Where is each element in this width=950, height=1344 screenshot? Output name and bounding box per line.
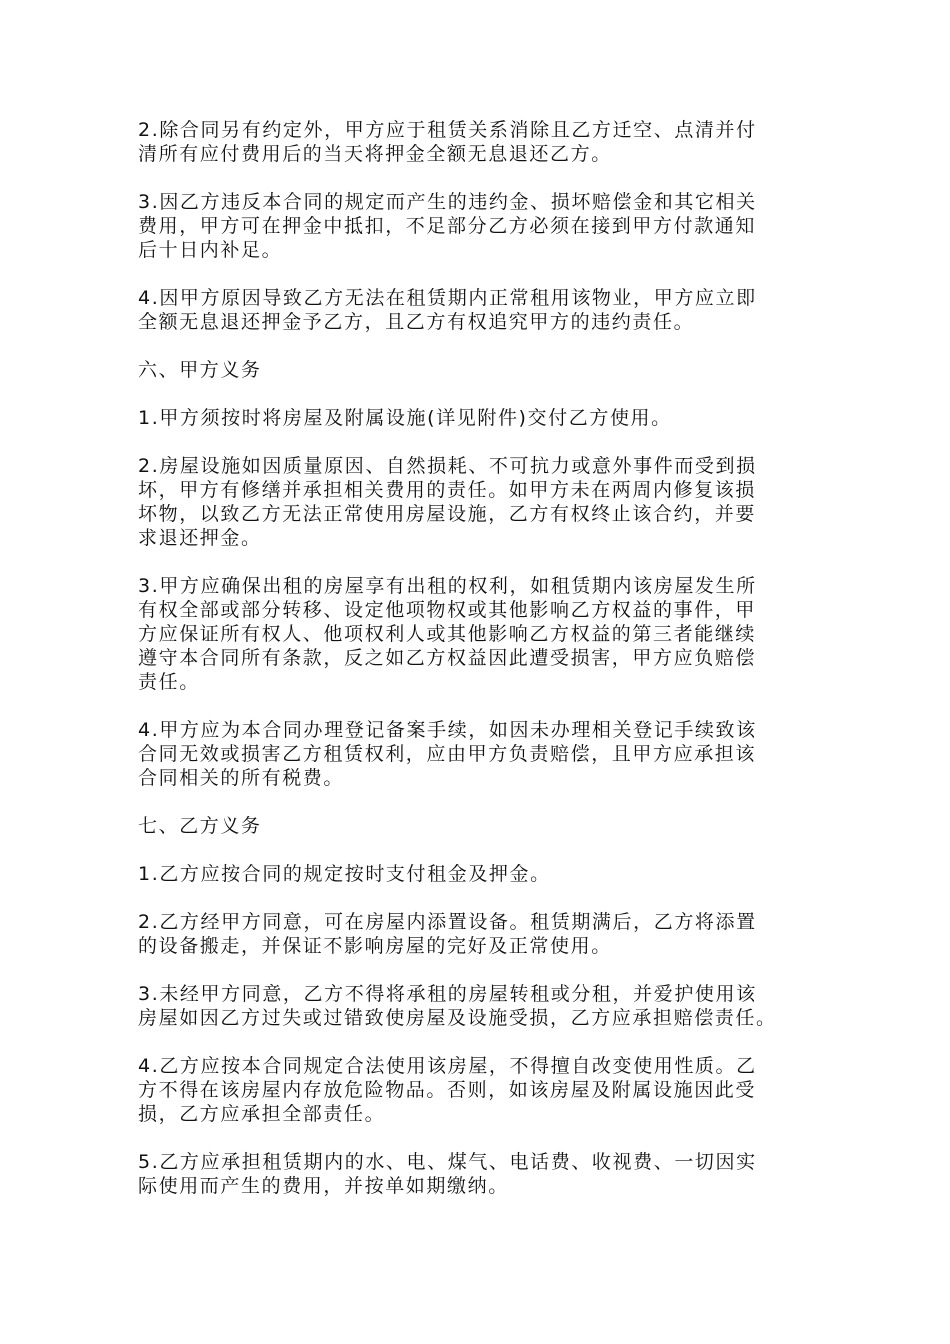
paragraph-line: 际使用而产生的费用，并按单如期缴纳。 bbox=[138, 1175, 509, 1197]
clause-6-4 bbox=[138, 718, 828, 790]
paragraph-line: 的设备搬走，并保证不影响房屋的完好及正常使用。 bbox=[138, 935, 612, 957]
paragraph-line: 3.未经甲方同意，乙方不得将承租的房屋转租或分租，并爱护使用该 bbox=[138, 983, 757, 1005]
clause-7-5 bbox=[138, 1150, 828, 1198]
clause-5-2 bbox=[138, 118, 828, 166]
section-heading-text: 六、甲方义务 bbox=[138, 359, 262, 381]
clause-7-1 bbox=[138, 862, 828, 886]
section-7-heading bbox=[138, 814, 828, 838]
paragraph-line: 费用，甲方可在押金中抵扣，不足部分乙方必须在接到甲方付款通知 bbox=[138, 215, 757, 237]
paragraph-line: 后十日内补足。 bbox=[138, 239, 283, 261]
paragraph-line: 有权全部或部分转移、设定他项物权或其他影响乙方权益的事件，甲 bbox=[138, 599, 757, 621]
paragraph-line: 全额无息退还押金予乙方，且乙方有权追究甲方的违约责任。 bbox=[138, 311, 695, 333]
paragraph-line: 4.乙方应按本合同规定合法使用该房屋，不得擅自改变使用性质。乙 bbox=[138, 1055, 757, 1077]
paragraph-line: 坏物，以致乙方无法正常使用房屋设施，乙方有权终止该合约，并要 bbox=[138, 503, 757, 525]
paragraph-line: 方不得在该房屋内存放危险物品。否则，如该房屋及附属设施因此受 bbox=[138, 1079, 757, 1101]
paragraph-line: 合同无效或损害乙方租赁权利，应由甲方负责赔偿，且甲方应承担该 bbox=[138, 743, 757, 765]
paragraph-line: 责任。 bbox=[138, 671, 200, 693]
clause-7-4 bbox=[138, 1054, 828, 1126]
paragraph-line: 4.因甲方原因导致乙方无法在租赁期内正常租用该物业，甲方应立即 bbox=[138, 287, 757, 309]
paragraph-line: 2.乙方经甲方同意，可在房屋内添置设备。租赁期满后，乙方将添置 bbox=[138, 911, 757, 933]
clause-6-1 bbox=[138, 406, 828, 430]
paragraph-line: 合同相关的所有税费。 bbox=[138, 767, 345, 789]
paragraph-line: 3.因乙方违反本合同的规定而产生的违约金、损坏赔偿金和其它相关 bbox=[138, 191, 757, 213]
clause-6-2 bbox=[138, 454, 828, 550]
clause-7-3 bbox=[138, 982, 828, 1030]
section-heading-text: 七、乙方义务 bbox=[138, 815, 262, 837]
paragraph-line: 2.除合同另有约定外，甲方应于租赁关系消除且乙方迁空、点清并付 bbox=[138, 119, 757, 141]
paragraph-line: 损，乙方应承担全部责任。 bbox=[138, 1103, 386, 1125]
paragraph-line: 求退还押金。 bbox=[138, 527, 262, 549]
clause-7-2 bbox=[138, 910, 828, 958]
clause-5-4 bbox=[138, 286, 828, 334]
paragraph-line: 1.乙方应按合同的规定按时支付租金及押金。 bbox=[138, 863, 551, 885]
paragraph-line: 3.甲方应确保出租的房屋享有出租的权利，如租赁期内该房屋发生所 bbox=[138, 575, 757, 597]
paragraph-line: 遵守本合同所有条款，反之如乙方权益因此遭受损害，甲方应负赔偿 bbox=[138, 647, 757, 669]
document-body bbox=[138, 118, 828, 1222]
paragraph-line: 5.乙方应承担租赁期内的水、电、煤气、电话费、收视费、一切因实 bbox=[138, 1151, 757, 1173]
clause-5-3 bbox=[138, 190, 828, 262]
clause-6-3 bbox=[138, 574, 828, 694]
paragraph-line: 清所有应付费用后的当天将押金全额无息退还乙方。 bbox=[138, 143, 612, 165]
paragraph-line: 方应保证所有权人、他项权利人或其他影响乙方权益的第三者能继续 bbox=[138, 623, 757, 645]
paragraph-line: 坏，甲方有修缮并承担相关费用的责任。如甲方未在两周内修复该损 bbox=[138, 479, 757, 501]
paragraph-line: 2.房屋设施如因质量原因、自然损耗、不可抗力或意外事件而受到损 bbox=[138, 455, 757, 477]
paragraph-line: 1.甲方须按时将房屋及附属设施(详见附件)交付乙方使用。 bbox=[138, 407, 672, 429]
section-6-heading bbox=[138, 358, 828, 382]
paragraph-line: 房屋如因乙方过失或过错致使房屋及设施受损，乙方应承担赔偿责任。 bbox=[138, 1007, 777, 1029]
paragraph-line: 4.甲方应为本合同办理登记备案手续，如因未办理相关登记手续致该 bbox=[138, 719, 757, 741]
